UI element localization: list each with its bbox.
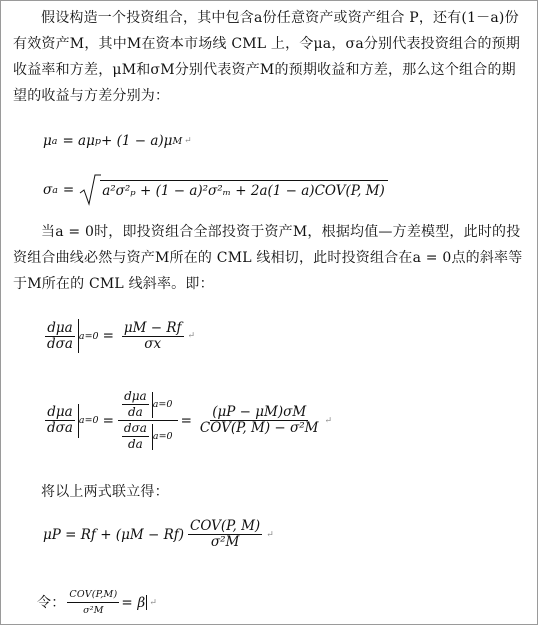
paragraph-tangent (13, 219, 528, 297)
compound-fraction: $\frac{\text{dμa}}{da}$ a=0 $\frac{\text{dσa}}{da}$ a=0 (118, 389, 179, 452)
text-cursor (146, 595, 147, 610)
beta-definition: 令： $\frac{\text{COV(P,M)}}{\text{σ²M}}$ = β ↵ (37, 589, 158, 616)
radicand: a²σ²ₚ + (1 − a)²σ²ₘ + 2a(1 − a)COV(P, M) (100, 180, 388, 199)
paragraph-intro (13, 5, 528, 109)
paragraph-intro-text: 假设构造一个投资组合，其中包含a份任意资产或资产组合 P，还有(1－a)份有效资产M，其中M在资本市场线 CML 上，令μa，σa分别代表投资组合的预期收益率和方差，μM和σM分别代表资产M的预期收益和方差，那么这个组合的期望的收益与方差分别为： (13, 10, 521, 104)
equation-slope-portfolio: $\frac{\text{dμa}}{\text{dσa}}$ a=0 = $\frac{\text{dμa}}{da}$ a=0 $\frac{\text{dσa}}{da}$ a=0 = $\frac{(\mu P - \mu M)\sigma M}{\text{COV(P, M) − σ²M}}$ ↵ (47, 389, 332, 451)
paragraph-combine-text: 将以上两式联立得： (41, 484, 169, 500)
equation-expected-return: μ a = aμ p + (1 − a)μ M ↵ (43, 133, 192, 149)
equation-capm: μP = Rf + (μM − Rf) $\frac{\text{COV(P, M)}}{\text{σ²M}}$ ↵ (43, 518, 274, 550)
radical-sign (79, 173, 101, 207)
equation-slope-cml: $\frac{\text{dμa}}{\text{dσa}}$ a=0 = $\frac{\mu M - Rf}{\sigma x}$ ↵ (47, 319, 196, 352)
paragraph-tangent-text: 当a = 0时，即投资组合全部投资于资产M，根据均值—方差模型，此时的投资组合曲线必然与资产M所在的 CML 线相切，此时投资组合在a = 0点的斜率等于M所在的 CML 线斜率。即： (13, 224, 523, 292)
equation-variance: σ a = a²σ²ₚ + (1 − a)²σ²ₘ + 2a(1 − a)COV(P, M) (43, 173, 388, 207)
return-mark: ↵ (184, 136, 192, 146)
paragraph-combine (13, 479, 528, 505)
